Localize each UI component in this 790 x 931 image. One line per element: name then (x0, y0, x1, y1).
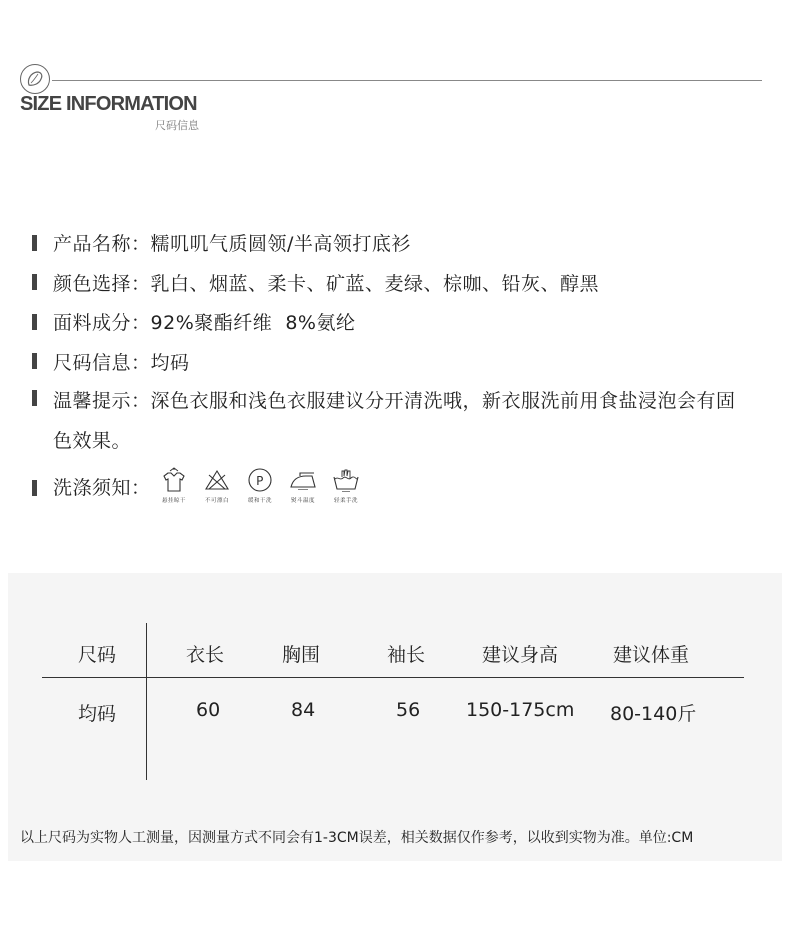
info-value: 92%聚酯纤维 8%氨纶 (150, 312, 356, 335)
section-title: SIZE INFORMATION (20, 93, 197, 115)
info-value: 均码 (150, 351, 190, 374)
info-row-tips (32, 381, 772, 461)
size-table-panel (8, 573, 782, 861)
table-header-cell: 建议身高 (482, 644, 559, 666)
svg-text:P: P (256, 474, 264, 488)
no-bleach-icon (196, 467, 239, 504)
measurement-note: 以上尺码为实物人工测量，因测量方式不同会有1-3CM误差，相关数据仅作参考，以收到实物为准。单位:CM (20, 830, 694, 846)
info-label: 面料成分： (53, 312, 151, 335)
wash-caption: 熨斗温度 (291, 498, 316, 504)
table-header-cell: 建议体重 (613, 644, 690, 666)
wash-icons (153, 467, 368, 504)
table-cell: 84 (291, 699, 316, 721)
info-row-size (32, 342, 772, 382)
table-cell: 56 (396, 699, 421, 721)
info-row-material (32, 302, 772, 342)
bullet-bar (32, 314, 37, 330)
info-value: 糯叽叽气质圆领/半高领打底衫 (150, 233, 411, 256)
table-cell: 均码 (78, 703, 117, 725)
table-header-cell: 衣长 (186, 644, 225, 666)
bullet-bar (32, 353, 37, 369)
wash-caption: 缓和干洗 (248, 498, 273, 504)
info-label: 温馨提示： (53, 390, 151, 412)
lemon-icon (20, 64, 50, 94)
table-cell: 60 (196, 699, 221, 721)
header-divider (52, 80, 762, 81)
bullet-bar (32, 235, 37, 251)
table-horizontal-divider (42, 677, 744, 678)
info-row-colors (32, 263, 772, 303)
hang-dry-icon (153, 467, 196, 504)
info-row-wash (32, 465, 772, 525)
wash-caption: 不可漂白 (205, 498, 230, 504)
wash-caption: 轻柔手洗 (334, 498, 359, 504)
info-label: 颜色选择： (53, 272, 151, 295)
bullet-bar (32, 274, 37, 290)
info-label: 产品名称： (53, 233, 151, 256)
table-cell: 150-175cm (466, 699, 575, 721)
info-value: 乳白、烟蓝、柔卡、矿蓝、麦绿、棕咖、铅灰、醇黑 (150, 272, 600, 295)
bullet-bar (32, 390, 37, 406)
section-header (0, 60, 790, 140)
tips-text (53, 381, 753, 461)
info-label: 尺码信息： (53, 351, 151, 374)
info-label: 洗涤须知： (53, 477, 151, 499)
wash-caption: 悬挂晾干 (162, 498, 187, 504)
iron-icon (282, 467, 325, 504)
bullet-bar (32, 480, 37, 496)
table-header-cell: 尺码 (78, 644, 117, 666)
table-cell: 80-140斤 (610, 703, 697, 725)
table-header-cell: 袖长 (387, 644, 426, 666)
dry-clean-icon (239, 467, 282, 504)
product-info (32, 223, 772, 525)
table-header-cell: 胸围 (282, 644, 321, 666)
info-value: 深色衣服和浅色衣服建议分开清洗哦，新衣服洗前用食盐浸泡会有固色效果。 (53, 390, 736, 452)
table-vertical-divider (146, 623, 147, 780)
section-subtitle: 尺码信息 (155, 119, 199, 132)
info-row-product-name (32, 223, 772, 263)
hand-wash-icon (325, 467, 368, 504)
